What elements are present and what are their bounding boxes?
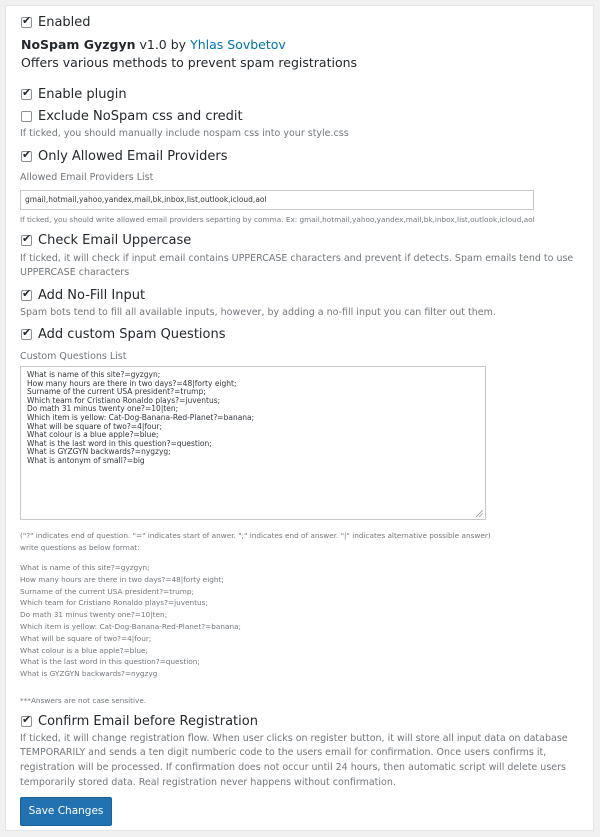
save-changes-button[interactable]: Save Changes: [20, 797, 112, 826]
textarea-line: How many hours are there in two days?=48|forty eight;: [27, 378, 237, 388]
enabled-label: Enabled: [38, 15, 91, 30]
plugin-by: by: [170, 37, 187, 52]
spam-questions-help-line: write questions as below format:: [20, 543, 140, 552]
confirm-email-description-line: temporarily stored data. Real registration never happens without confirmation.: [20, 777, 396, 788]
spam-questions-checkbox[interactable]: [21, 326, 32, 340]
textarea-line: Surname of the current USA president?=trump;: [27, 387, 206, 397]
textarea-line: What is the last word in this question?=question;: [27, 438, 212, 448]
allowed-providers-field-label: Allowed Email Providers List: [20, 172, 154, 183]
textarea-line: What is antonym of small?=big: [27, 455, 145, 465]
textarea-line: Which item is yellow: Cat-Dog-Banana-Red-Planet?=banana;: [27, 412, 255, 422]
no-fill-description: Spam bots tend to fill all available inputs, however, by adding a no-fill input you can filter out them.: [20, 307, 496, 318]
case-sensitivity-note: ***Answers are not case sensitive.: [20, 696, 147, 705]
enable-plugin-checkbox[interactable]: [21, 86, 32, 100]
plugin-title: [21, 37, 286, 52]
format-line: Which team for Cristiano Ronaldo plays?=juventus;: [20, 598, 208, 608]
check-uppercase-checkbox[interactable]: [21, 232, 32, 246]
plugin-version: v1.0: [139, 37, 167, 52]
resize-grip-icon[interactable]: [476, 510, 483, 517]
textarea-line: What is GYZGYN backwards?=nygzyg;: [27, 447, 171, 457]
textarea-line: What is name of this site?=gyzgyn;: [27, 370, 161, 379]
spam-questions-label: Add custom Spam Questions: [38, 327, 226, 342]
textarea-line: What colour is a blue apple?=blue;: [27, 430, 159, 440]
enabled-checkbox[interactable]: [21, 14, 32, 28]
spam-questions-help-line: ("?" indicates end of question. "=" indicates start of anwer. ";" indicates end of answer. "|" indicates alternative possible answer): [20, 531, 491, 540]
checkmark-icon: ✔: [22, 86, 32, 99]
textarea-line: What will be square of two?=4|four;: [27, 421, 162, 431]
format-line: How many hours are there in two days?=48|forty eight;: [20, 574, 224, 584]
author-link[interactable]: Yhlas Sovbetov: [190, 37, 286, 52]
checkmark-icon: ✔: [22, 326, 32, 339]
confirm-email-description-line: registration will be processed. If confirmation does not occur until 24 hours, then automatic script will delete users: [20, 762, 566, 773]
textarea-line: Do math 31 minus twenty one?=10|ten;: [27, 404, 179, 414]
confirm-email-description-line: TEMPORARILY and sends a ten digit numberic code to the users email for confirmation. Once users confirms it,: [20, 747, 547, 758]
allowed-providers-description: If ticked, you should write allowed email providers separting by comma. Ex: gmail,hotmail,yahoo,yandex,mail,bk,inbox,list,outlook,icloud,aol: [20, 215, 535, 224]
format-example: [20, 562, 241, 680]
format-line: What is the last word in this question?=question;: [20, 657, 200, 667]
confirm-email-description-line: If ticked, it will change registration flow. When user clicks on register button, it will store all input data on database: [20, 733, 568, 744]
format-line: What is GYZGYN backwards?=nygzyg: [20, 669, 158, 679]
format-line: Surname of the current USA president?=trump;: [20, 586, 194, 596]
format-line: Which item is yellow: Cat-Dog-Banana-Red-Planet?=banana;: [20, 621, 242, 631]
plugin-name: NoSpam Gyzgyn: [21, 37, 136, 52]
exclude-css-checkbox[interactable]: [21, 111, 32, 122]
no-fill-label: Add No-Fill Input: [38, 288, 146, 303]
plugin-tagline: Offers various methods to prevent spam registrations: [21, 55, 358, 70]
checkmark-icon: ✔: [22, 287, 32, 300]
checkmark-icon: ✔: [22, 713, 32, 726]
confirm-email-label: Confirm Email before Registration: [38, 714, 258, 729]
enable-plugin-label: Enable plugin: [38, 87, 127, 102]
check-uppercase-label: Check Email Uppercase: [38, 233, 192, 248]
check-uppercase-description-line: If ticked, it will check if input email contains UPPERCASE characters and prevent if detects. Spam emails tend to use: [20, 253, 574, 264]
allowed-providers-label: Only Allowed Email Providers: [38, 149, 228, 164]
format-line: Do math 31 minus twenty one?=10|ten;: [20, 610, 168, 620]
check-uppercase-description-line: UPPERCASE characters: [20, 267, 130, 278]
textarea-line: Which team for Cristiano Ronaldo plays?=juventus;: [27, 395, 221, 405]
confirm-email-checkbox[interactable]: [21, 713, 32, 727]
format-line: What will be square of two?=4|four;: [20, 633, 152, 643]
allowed-providers-input[interactable]: gmail,hotmail,yahoo,yandex,mail,bk,inbox,list,outlook,icloud,aol: [20, 190, 534, 210]
custom-questions-field-label: Custom Questions List: [20, 351, 127, 362]
checkmark-icon: ✔: [22, 14, 32, 27]
exclude-css-description: If ticked, you should manually include nospam css into your style.css: [20, 128, 349, 139]
checkmark-icon: ✔: [22, 232, 32, 245]
exclude-css-label: Exclude NoSpam css and credit: [38, 109, 243, 124]
checkmark-icon: ✔: [22, 148, 32, 161]
custom-questions-textarea[interactable]: [20, 366, 486, 520]
format-line: What is name of this site?=gyzgyn;: [20, 563, 150, 572]
allowed-providers-checkbox[interactable]: [21, 148, 32, 162]
no-fill-checkbox[interactable]: [21, 287, 32, 301]
format-line: What colour is a blue apple?=blue;: [20, 645, 148, 655]
